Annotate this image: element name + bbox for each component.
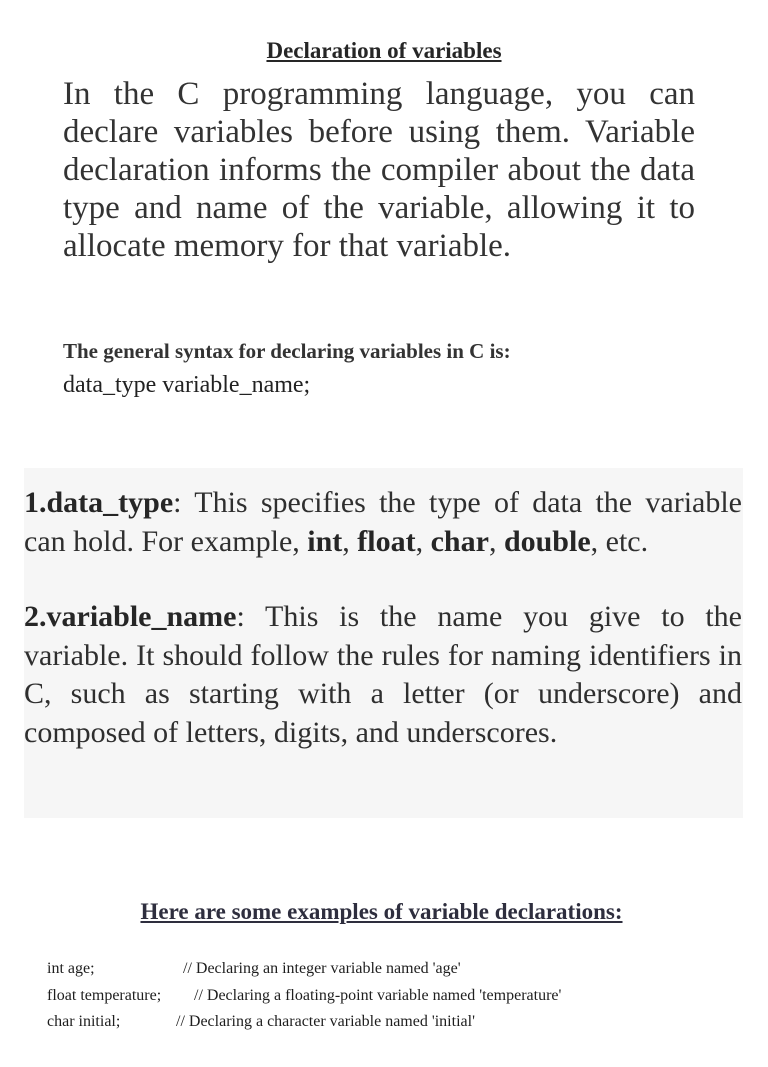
variable-name-term: 2.variable_name: [24, 600, 237, 633]
code-comment: // Declaring an integer variable named 'age': [183, 960, 461, 977]
keyword-double: double: [503, 524, 591, 558]
keyword-separator: ,: [342, 524, 358, 558]
code-example-row: [47, 1013, 475, 1067]
keyword-int: int: [307, 524, 343, 558]
explanation-box: [24, 468, 743, 818]
keyword-float: float: [357, 524, 416, 558]
examples-heading: Here are some examples of variable declarations:: [140, 899, 623, 924]
data-type-term: 1.data_type: [24, 486, 174, 519]
syntax-label: The general syntax for declaring variables in C is:: [63, 339, 511, 363]
keyword-separator: ,: [488, 524, 504, 558]
code-comment: // Declaring a floating-point variable named 'temperature': [194, 987, 562, 1004]
code-statement: float temperature;: [47, 987, 162, 1004]
variable-name-description: This is the name you give to the variable. It should follow the rules for naming identifiers in C, such as starting with a letter (or underscore) and composed of letters, digits, and underscores.: [24, 600, 742, 749]
data-type-tail: , etc.: [590, 524, 649, 558]
code-statement: char initial;: [47, 1013, 121, 1030]
code-statement: int age;: [47, 960, 95, 977]
data-type-explanation: [24, 484, 742, 561]
code-comment: // Declaring a character variable named 'initial': [176, 1013, 475, 1030]
data-type-description: This specifies the type of data the variable can hold. For example,: [24, 486, 742, 558]
variable-name-separator: :: [236, 600, 245, 633]
data-type-separator: :: [173, 486, 182, 519]
intro-paragraph: In the C programming language, you can declare variables before using them. Variable declaration informs the compiler about the data type and name of the variable, allowing it to allocate memory for that variable.: [63, 76, 695, 264]
keyword-separator: ,: [415, 524, 431, 558]
page-title: Declaration of variables: [266, 38, 502, 63]
syntax-code: data_type variable_name;: [63, 372, 311, 398]
variable-name-explanation: [24, 598, 742, 752]
keyword-char: char: [430, 524, 489, 558]
